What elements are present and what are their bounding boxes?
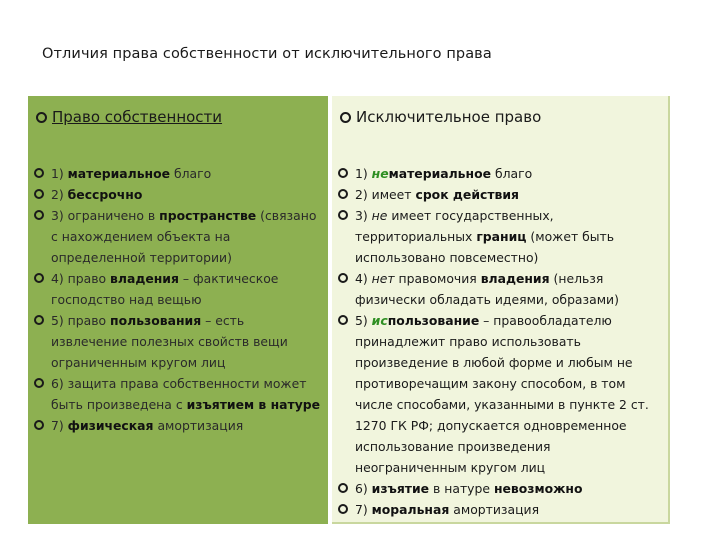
bullet-icon <box>338 210 348 220</box>
list-item: 7) физическая амортизация <box>34 415 324 436</box>
bullet-icon <box>338 168 348 178</box>
bullet-icon <box>338 189 348 199</box>
bullet-icon <box>34 168 44 178</box>
bullet-icon <box>34 315 44 325</box>
bullet-icon <box>338 483 348 493</box>
ownership-heading-label: Право собственности <box>52 108 223 126</box>
list-item: 1) нематериальное благо <box>338 163 664 184</box>
list-item: 2) бессрочно <box>34 184 324 205</box>
bullet-icon <box>34 210 44 220</box>
bullet-icon <box>338 315 348 325</box>
bullet-icon <box>34 378 44 388</box>
exclusive-heading <box>340 108 541 126</box>
list-item: 4) нет правомочия владения (нельзя физически обладать идеями, образами) <box>338 268 664 310</box>
bullet-icon <box>338 273 348 283</box>
ownership-heading <box>36 108 222 126</box>
list-item: 6) защита права собственности может быть произведена с изъятием в натуре <box>34 373 324 415</box>
bullet-icon <box>34 273 44 283</box>
ownership-right-panel <box>28 96 328 524</box>
list-item: 3) ограничено в пространстве (связано с нахождением объекта на определенной территории) <box>34 205 324 268</box>
bullet-icon <box>34 420 44 430</box>
bullet-icon <box>338 504 348 514</box>
list-item: 7) моральная амортизация <box>338 499 664 520</box>
ownership-list <box>34 163 324 436</box>
list-item: 5) право пользования – есть извлечение полезных свойств вещи ограниченным кругом лиц <box>34 310 324 373</box>
exclusive-list <box>338 163 664 520</box>
bullet-icon <box>34 189 44 199</box>
exclusive-right-panel <box>332 96 670 524</box>
exclusive-heading-label: Исключительное право <box>356 108 542 126</box>
list-item: 2) имеет срок действия <box>338 184 664 205</box>
list-item: 6) изъятие в натуре невозможно <box>338 478 664 499</box>
list-item: 5) использование – правообладателю принадлежит право использовать произведение в любой форме и любым не противоречащим закону способом, в том числе способами, указанными в пункте 2 ст. 1270 ГК РФ; допускается одновременное использование произведения неограниченным кругом лиц <box>338 310 664 478</box>
list-item: 1) материальное благо <box>34 163 324 184</box>
list-item: 4) право владения – фактическое господство над вещью <box>34 268 324 310</box>
slide-title: Отличия права собственности от исключительного права <box>42 46 492 62</box>
bullet-icon <box>340 112 351 123</box>
list-item: 3) не имеет государственных, территориальных границ (может быть использовано повсеместно) <box>338 205 664 268</box>
bullet-icon <box>36 112 47 123</box>
